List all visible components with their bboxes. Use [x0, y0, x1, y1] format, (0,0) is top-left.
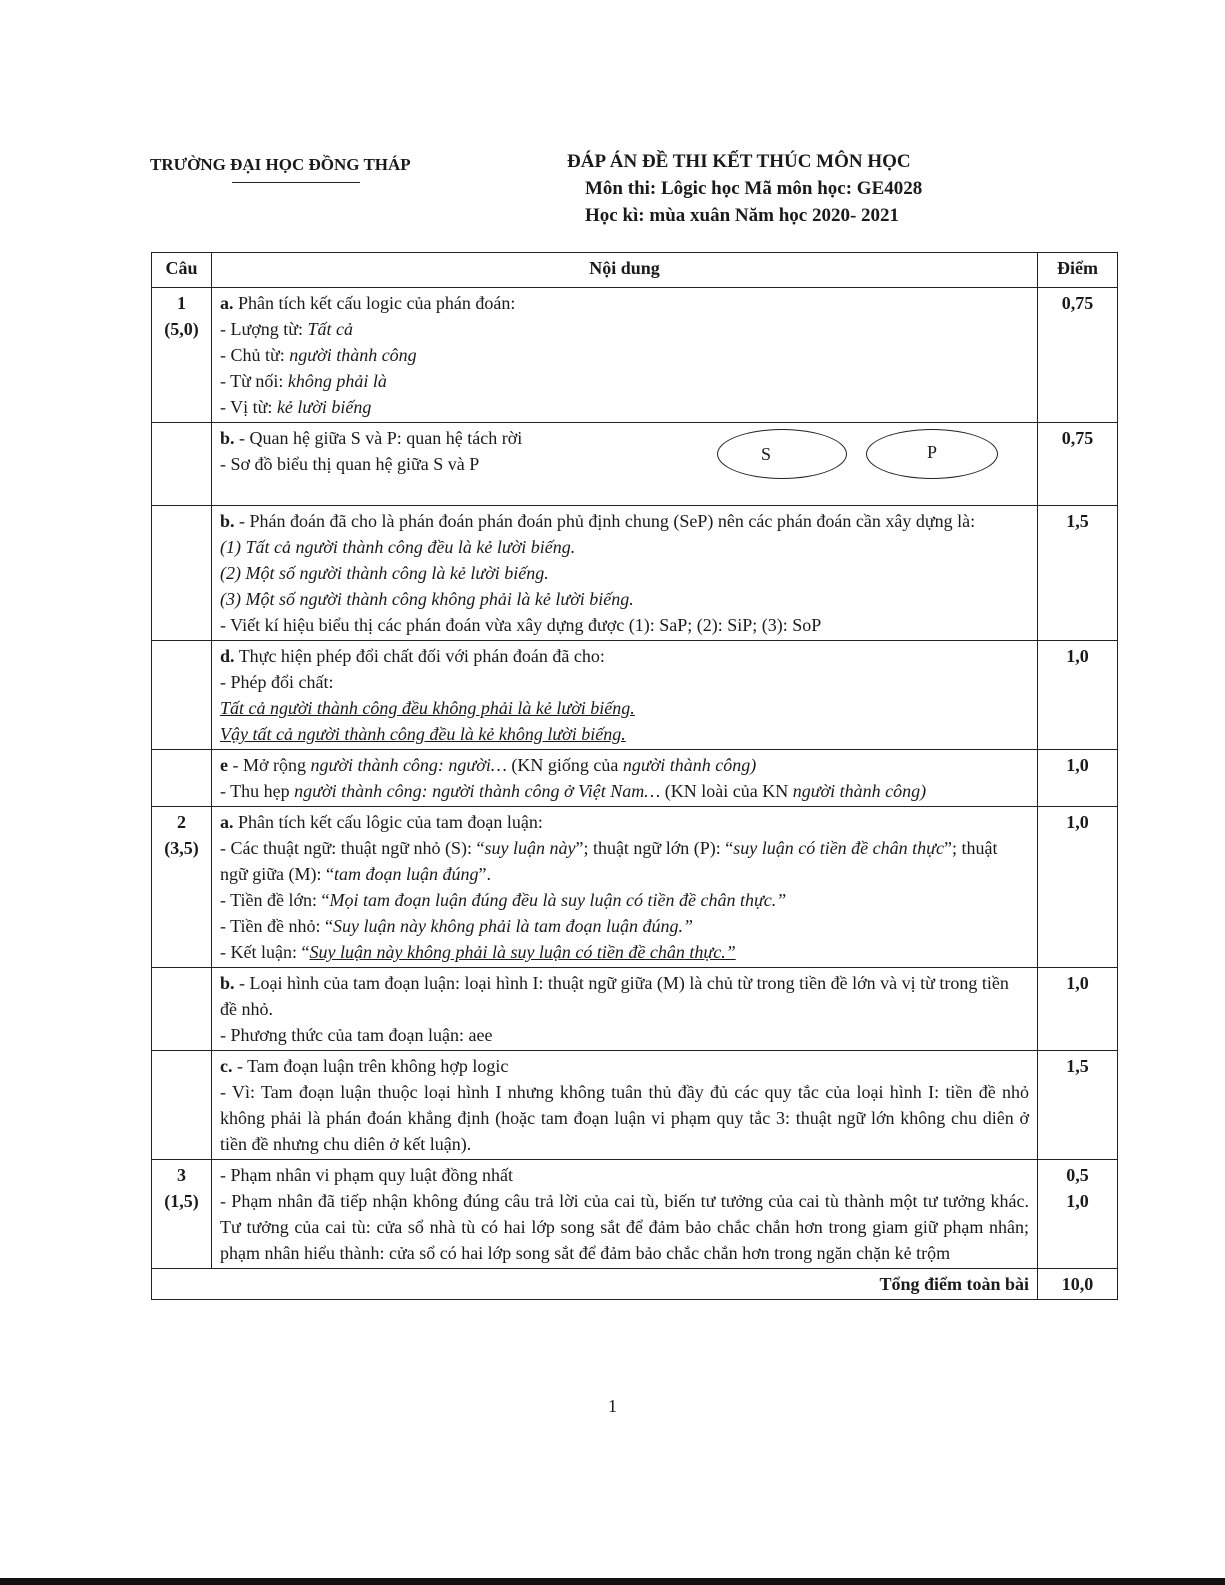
- term-line: Học kì: mùa xuân Năm học 2020- 2021: [585, 205, 900, 226]
- subject-line: Môn thi: Lôgic học Mã môn học: GE4028: [585, 178, 923, 199]
- school-name: TRƯỜNG ĐẠI HỌC ĐỒNG THÁP: [150, 155, 411, 174]
- text-run: tam đoạn luận đúng: [334, 864, 479, 884]
- header-points: Điểm: [1038, 253, 1118, 288]
- text-run: ”; thuật ngữ giữa (M): “: [220, 838, 998, 884]
- question-cell: [152, 506, 212, 641]
- part-text: - Tam đoạn luận trên không hợp logic: [232, 1056, 509, 1076]
- text-run: suy luận này: [484, 838, 576, 858]
- school-underline: [232, 182, 360, 183]
- content-cell: [212, 423, 1038, 506]
- points-cell: [1038, 1160, 1118, 1269]
- table-row: [152, 1160, 1118, 1269]
- points-value: 0,5: [1066, 1165, 1089, 1185]
- part-label: b.: [220, 511, 235, 531]
- header-content: Nội dung: [212, 253, 1038, 288]
- content-cell: [212, 1051, 1038, 1160]
- text-run: - Các thuật ngữ: thuật ngữ nhỏ (S): “: [220, 838, 485, 858]
- content-cell: [212, 1160, 1038, 1269]
- part-line: - Viết kí hiệu biểu thị các phán đoán vừa xây dựng được (1): SaP; (2): SiP; (3): SoP: [220, 615, 822, 635]
- page-number: 1: [608, 1396, 617, 1416]
- total-label: Tổng điểm toàn bài: [152, 1269, 1038, 1300]
- part-text: - Phán đoán đã cho là phán đoán phán đoán phủ định chung (SeP) nên các phán đoán cần xây dựng là:: [234, 511, 976, 531]
- content-cell: [212, 807, 1038, 968]
- content-cell: [212, 506, 1038, 641]
- scan-border: [0, 1578, 1225, 1585]
- line-value: người thành công: [289, 345, 417, 365]
- text-run: (KN giống của: [506, 755, 623, 775]
- part-label: b.: [220, 428, 235, 448]
- text-run: - Mở rộng: [228, 755, 311, 775]
- question-number: 3: [177, 1165, 186, 1185]
- part-label: d.: [220, 646, 235, 666]
- line-value: không phải là: [287, 371, 387, 391]
- ellipse-p-label: P: [926, 442, 937, 462]
- line-prefix: - Từ nối:: [220, 371, 288, 391]
- points-cell: 1,5: [1038, 506, 1118, 641]
- part-text: Phân tích kết cấu lôgic của tam đoạn luận:: [233, 812, 543, 832]
- part-line: - Phép đổi chất:: [220, 672, 334, 692]
- document-title: ĐÁP ÁN ĐỀ THI KẾT THÚC MÔN HỌC: [567, 151, 911, 172]
- text-run: (KN loài của KN: [660, 781, 793, 801]
- header-question: Câu: [152, 253, 212, 288]
- line-prefix: - Lượng từ:: [220, 319, 308, 339]
- part-label: a.: [220, 293, 234, 313]
- question-cell: [152, 641, 212, 750]
- part-text: Thực hiện phép đổi chất đối với phán đoán đã cho:: [234, 646, 605, 666]
- points-cell: 1,0: [1038, 968, 1118, 1051]
- document-header: [567, 148, 922, 229]
- points-value: 1,0: [1066, 1191, 1089, 1211]
- text-run: - Tiền đề lớn: “: [220, 890, 330, 910]
- question-cell: [152, 968, 212, 1051]
- question-cell: [152, 807, 212, 968]
- content-cell: [212, 968, 1038, 1051]
- part-label: e: [220, 755, 228, 775]
- ellipse-s: [717, 429, 847, 479]
- points-cell: 1,0: [1038, 807, 1118, 968]
- text-run: ”.: [478, 864, 492, 884]
- part-text: Phân tích kết cấu logic của phán đoán:: [233, 293, 516, 313]
- text-run: Suy luận này không phải là tam đoạn luận đúng.”: [333, 916, 693, 936]
- table-row: [152, 1051, 1118, 1160]
- text-run: Suy luận này không phải là suy luận có tiền đề chân thực.”: [309, 942, 736, 962]
- line-prefix: - Vị từ:: [220, 397, 277, 417]
- table-row: [152, 968, 1118, 1051]
- ellipse-p: [866, 429, 998, 479]
- points-cell: 1,0: [1038, 750, 1118, 807]
- text-run: - Tiền đề nhỏ: “: [220, 916, 334, 936]
- question-cell: [152, 423, 212, 506]
- question-max: (5,0): [164, 319, 199, 339]
- part-line: (1) Tất cả người thành công đều là kẻ lười biếng.: [220, 537, 576, 557]
- text-run: suy luận có tiền đề chân thực: [733, 838, 944, 858]
- table-header-row: [152, 253, 1118, 288]
- line-prefix: - Chủ từ:: [220, 345, 290, 365]
- text-run: người thành công: người…: [310, 755, 507, 775]
- points-cell: 0,75: [1038, 423, 1118, 506]
- line-value: Tất cả: [307, 319, 354, 339]
- text-run: - Kết luận: “: [220, 942, 310, 962]
- answer-table: [151, 252, 1118, 1300]
- part-line: (2) Một số người thành công là kẻ lười biếng.: [220, 563, 549, 583]
- question-cell: [152, 1160, 212, 1269]
- table-row: [152, 423, 1118, 506]
- part-line: - Vì: Tam đoạn luận thuộc loại hình I nhưng không tuân thủ đầy đủ các quy tắc của loại hình I: tiền đề nhỏ không phải là phán đoán khẳng định (hoặc tam đoạn luận vi phạm quy tắc 3: thuật ngữ lớn không chu diên ở tiền đề nhưng chu diên ở kết luận).: [220, 1082, 1029, 1154]
- relation-block: [220, 425, 1029, 503]
- content-cell: [212, 288, 1038, 423]
- part-line: Tất cả người thành công đều không phải là kẻ lười biếng.: [220, 698, 635, 718]
- content-cell: [212, 750, 1038, 807]
- text-run: người thành công: người thành công ở Việt Nam…: [294, 781, 661, 801]
- text-run: ”; thuật ngữ lớn (P): “: [575, 838, 734, 858]
- points-cell: 0,75: [1038, 288, 1118, 423]
- total-points: 10,0: [1038, 1269, 1118, 1300]
- part-text: - Loại hình của tam đoạn luận: loại hình I: thuật ngữ giữa (M) là chủ từ trong tiền đề lớn và vị từ trong tiền đề nhỏ.: [220, 973, 1009, 1019]
- table-row: [152, 288, 1118, 423]
- question-max: (3,5): [164, 838, 199, 858]
- points-cell: 1,0: [1038, 641, 1118, 750]
- part-label: b.: [220, 973, 235, 993]
- question-cell: [152, 1051, 212, 1160]
- question-cell: [152, 288, 212, 423]
- text-run: người thành công): [792, 781, 927, 801]
- table-row: [152, 641, 1118, 750]
- total-row: [152, 1269, 1118, 1300]
- line-value: kẻ lười biếng: [276, 397, 372, 417]
- part-line: (3) Một số người thành công không phải là kẻ lười biếng.: [220, 589, 634, 609]
- question-number: 2: [177, 812, 186, 832]
- part-label: a.: [220, 812, 234, 832]
- text-run: người thành công): [622, 755, 757, 775]
- points-cell: 1,5: [1038, 1051, 1118, 1160]
- question-max: (1,5): [164, 1191, 199, 1211]
- table-row: [152, 506, 1118, 641]
- question-cell: [152, 750, 212, 807]
- ellipse-s-label: S: [760, 444, 771, 464]
- text-run: Mọi tam đoạn luận đúng đều là suy luận có tiền đề chân thực.”: [329, 890, 787, 910]
- content-cell: [212, 641, 1038, 750]
- table-row: [152, 750, 1118, 807]
- part-line: - Phương thức của tam đoạn luận: aee: [220, 1025, 493, 1045]
- question-number: 1: [177, 293, 186, 313]
- part-line: - Phạm nhân đã tiếp nhận không đúng câu trả lời của cai tù, biến tư tưởng của cai tù thành một tư tưởng khác. Tư tưởng của cai tù: cửa sổ nhà tù có hai lớp song sắt để đảm bảo chắc chắn hơn trong giam giữ phạm nhân; phạm nhân hiểu thành: cửa sổ có hai lớp song sắt để đảm bảo chắc chắn hơn trong ngăn chặn kẻ trộm: [220, 1191, 1029, 1263]
- part-line: - Sơ đồ biểu thị quan hệ giữa S và P: [220, 454, 480, 474]
- part-line: - Phạm nhân vi phạm quy luật đồng nhất: [220, 1165, 513, 1185]
- table-row: [152, 807, 1118, 968]
- part-label: c.: [220, 1056, 233, 1076]
- text-run: - Thu hẹp: [220, 781, 295, 801]
- part-text: - Quan hệ giữa S và P: quan hệ tách rời: [234, 428, 523, 448]
- part-line: Vậy tất cả người thành công đều là kẻ không lười biếng.: [220, 724, 626, 744]
